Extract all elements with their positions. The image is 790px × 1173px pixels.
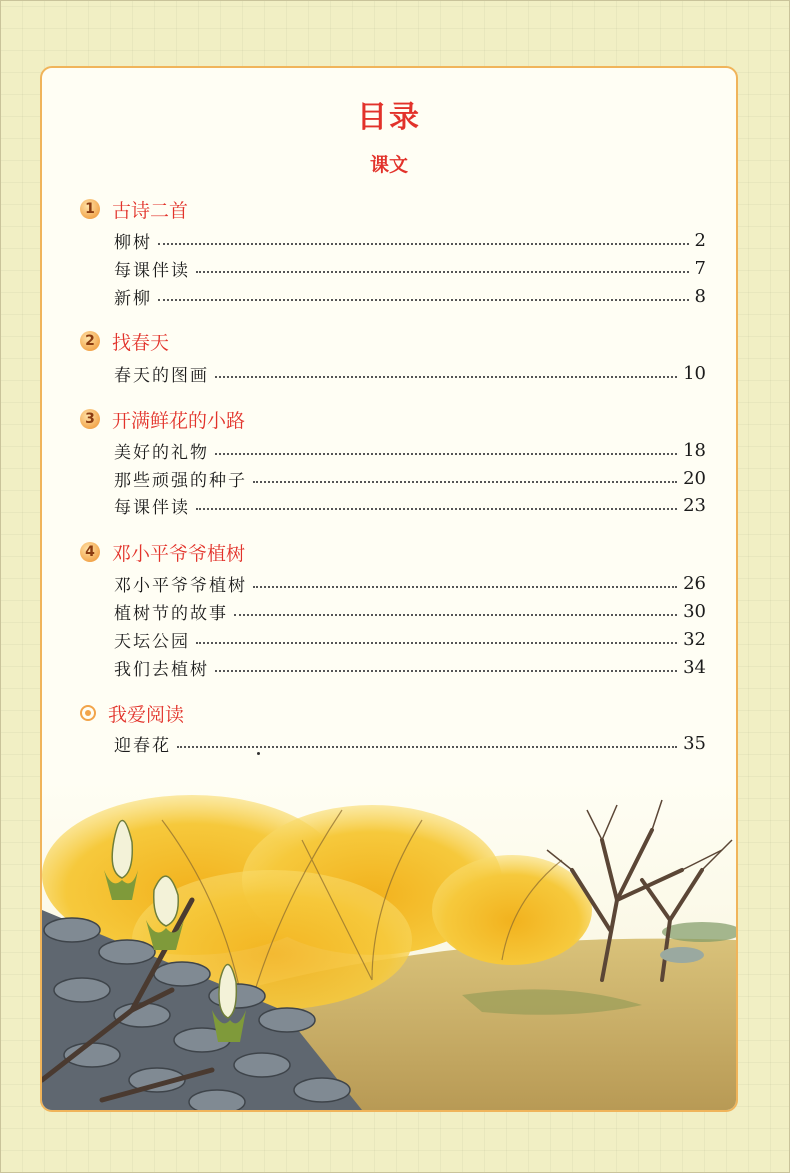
toc-entry[interactable]	[114, 228, 706, 252]
page-number: 7	[694, 257, 706, 279]
toc-entry[interactable]	[114, 284, 706, 308]
spring-illustration	[42, 780, 736, 1110]
unit-number-badge: 1	[80, 199, 100, 219]
page-number: 8	[694, 285, 706, 307]
dot-leader	[234, 614, 677, 616]
page-number: 34	[683, 656, 706, 678]
unit-title: 找春天	[112, 331, 170, 354]
page-number: 35	[683, 732, 706, 754]
dot-leader	[158, 299, 689, 301]
unit-title: 古诗二首	[112, 199, 189, 222]
toc-panel	[40, 66, 738, 1112]
dot-leader	[215, 670, 677, 672]
toc-entry[interactable]	[114, 731, 706, 755]
entry-title: 柳树	[114, 232, 152, 253]
unit-number-badge: 4	[80, 542, 100, 562]
toc-entry[interactable]	[114, 571, 706, 595]
page-title: 目录	[357, 100, 421, 135]
toc-entry[interactable]	[114, 256, 706, 280]
dot-leader	[253, 586, 677, 588]
unit-title: 开满鲜花的小路	[112, 409, 246, 432]
page-number: 26	[683, 572, 706, 594]
dot-leader	[177, 746, 677, 748]
forsythia-bush	[432, 855, 592, 965]
toc-entry[interactable]	[114, 655, 706, 679]
unit-title: 邓小平爷爷植树	[112, 542, 246, 565]
entry-title: 新柳	[114, 288, 152, 309]
unit-number-badge: 3	[80, 409, 100, 429]
toc-entry[interactable]	[114, 361, 706, 385]
dot-leader	[215, 376, 677, 378]
entry-title: 植树节的故事	[114, 603, 228, 624]
section-heading: 课文	[369, 154, 408, 176]
page-number: 10	[683, 362, 706, 384]
page-number: 30	[683, 600, 706, 622]
page-number: 2	[694, 229, 706, 251]
toc-entry[interactable]	[114, 627, 706, 651]
toc-entry[interactable]	[114, 599, 706, 623]
entry-title: 每课伴读	[114, 260, 190, 281]
dot-leader	[196, 642, 677, 644]
dot-leader	[196, 271, 689, 273]
entry-title: 那些顽强的种子	[114, 470, 247, 491]
dot-leader	[196, 508, 677, 510]
unit-heading-1[interactable]	[80, 196, 188, 222]
unit-heading-3[interactable]	[80, 406, 245, 432]
entry-title: 邓小平爷爷植树	[114, 575, 247, 596]
rock	[660, 947, 704, 963]
ink-speck	[257, 752, 260, 755]
dot-leader	[158, 243, 689, 245]
page-number: 18	[683, 439, 706, 461]
page-number: 23	[683, 494, 706, 516]
dot-leader	[253, 481, 677, 483]
dot-leader	[215, 453, 677, 455]
entry-title: 我们去植树	[114, 659, 209, 680]
toc-entry[interactable]	[114, 493, 706, 517]
unit-heading-4[interactable]	[80, 539, 245, 565]
page-number: 32	[683, 628, 706, 650]
reading-section-heading[interactable]	[80, 700, 184, 726]
unit-number-badge: 2	[80, 331, 100, 351]
bullseye-icon	[80, 705, 96, 721]
unit-title: 我爱阅读	[108, 703, 185, 726]
entry-title: 春天的图画	[114, 365, 209, 386]
entry-title: 美好的礼物	[114, 442, 209, 463]
unit-heading-2[interactable]	[80, 328, 169, 354]
entry-title: 每课伴读	[114, 497, 190, 518]
toc-entry[interactable]	[114, 466, 706, 490]
entry-title: 天坛公园	[114, 631, 190, 652]
entry-title: 迎春花	[114, 735, 171, 756]
page-number: 20	[683, 467, 706, 489]
toc-entry[interactable]	[114, 438, 706, 462]
